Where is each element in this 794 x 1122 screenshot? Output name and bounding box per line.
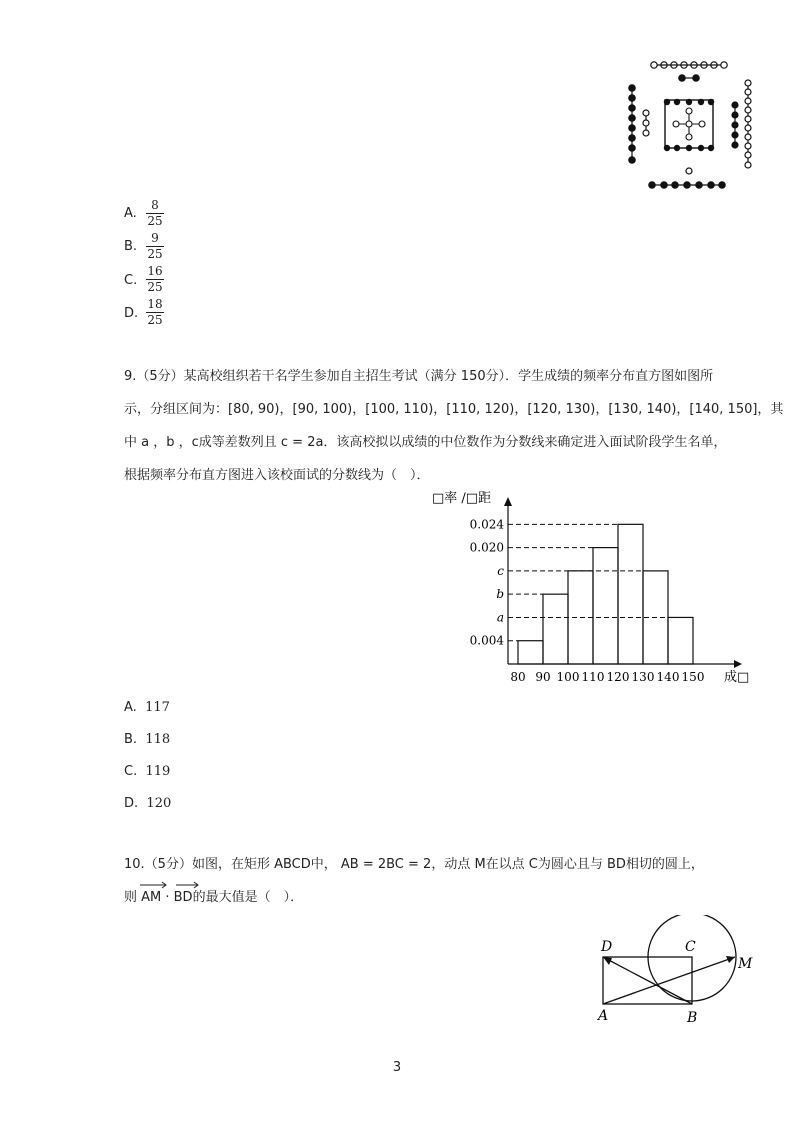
q8-option-c-fraction [146,265,164,294]
dot-pattern-figure [620,55,760,195]
q9-option-a-letter: A. [124,700,137,715]
x-tick-label: 150 [681,670,705,684]
q9-option-a-value: 117 [145,700,170,715]
y-tick-label: 0.024 [469,517,504,532]
y-tick-label: 0.004 [469,633,504,648]
q8-option-a-letter: A. [124,206,137,221]
x-tick-label: 140 [656,670,680,684]
q9-option-b-value: 118 [145,732,171,747]
rectangle-circle-figure [590,915,760,1030]
q8-option-c-letter: C. [124,273,138,288]
frequency-histogram [420,488,760,688]
q9-option-d-letter: D. [124,796,139,811]
q8-option-b-denominator: 25 [147,247,163,261]
q9-option-d-value: 120 [146,796,172,811]
q9-line-1: 9.（5分）某高校组织若干名学生参加自主招生考试（满分 150分）．学生成绩的频率分布直方图如图所 [124,369,714,384]
label-m: M [738,956,753,972]
x-axis-label: 成□ [724,670,750,685]
q9-option-d [124,796,171,811]
q8-option-b-letter: B. [124,239,138,254]
q8-option-c-denominator: 25 [147,280,163,294]
label-c: C [685,939,696,955]
page-number: 3 [392,1060,402,1075]
q8-option-b-fraction [146,232,164,261]
x-tick-label: 100 [556,670,580,684]
q9-stem [124,360,784,492]
q8-option-a-fraction [146,199,164,228]
q8-option-b-numerator: 9 [151,231,159,245]
y-tick-label: a [496,610,504,625]
q8-option-d-letter: D. [124,306,139,321]
histogram-bar [618,524,643,664]
label-d: D [601,939,613,955]
q8-option-c-numerator: 16 [147,264,163,278]
x-tick-label: 130 [631,670,655,684]
q9-line-2: 示，分组区间为：[80, 90)，[90, 100)，[100, 110)，[110, 120)，[120, 130)，[130, 140)，[140, 150]，其 [124,402,784,417]
segment-bd [603,957,692,1004]
q8-option-a-denominator: 25 [147,214,163,228]
q8-option-d-numerator: 18 [147,297,163,311]
arrowhead-d [603,957,612,965]
q9-line-3: 中 a ，b ，c成等差数列且 c = 2a．该高校拟以成绩的中位数作为分数线来确定进入面试阶段学生名单， [124,435,727,450]
histogram-bar [593,548,618,664]
q9-option-b [124,732,170,747]
histogram-bar [543,594,568,664]
x-tick-label: 110 [581,670,605,684]
y-axis-label: □率 /□距 [432,491,492,506]
y-axis-arrow [504,497,512,506]
histogram-bar [518,641,543,664]
q9-option-b-letter: B. [124,732,138,747]
x-tick-label: 80 [510,670,526,684]
vector-arrows [136,880,206,890]
y-tick-label: b [496,587,504,602]
q8-option-d-denominator: 25 [147,313,163,327]
x-axis-arrow [734,660,742,668]
histogram-bar [668,617,693,664]
q10-stem [124,848,764,914]
q9-option-c [124,764,170,779]
q9-line-4: 根据频率分布直方图进入该校面试的分数线为（ ）． [124,468,430,483]
q9-option-c-value: 119 [145,764,171,779]
x-tick-label: 120 [606,670,630,684]
x-tick-label: 90 [535,670,551,684]
y-tick-label: c [497,563,504,578]
q9-option-a [124,700,170,715]
q8-option-a-numerator: 8 [151,198,159,212]
q10-line-2: 则 AM · BD的最大值是（ ）． [124,890,304,905]
q8-option-d-fraction [146,298,164,327]
label-a: A [598,1008,609,1024]
q9-option-c-letter: C. [124,764,138,779]
y-tick-label: 0.020 [469,540,504,555]
segment-am [603,957,735,1004]
q10-line-1: 10.（5分）如图，在矩形 ABCD中， AB = 2BC = 2，动点 M在以点 C为圆心且与 BD相切的圆上， [124,857,704,872]
label-b: B [687,1010,698,1026]
